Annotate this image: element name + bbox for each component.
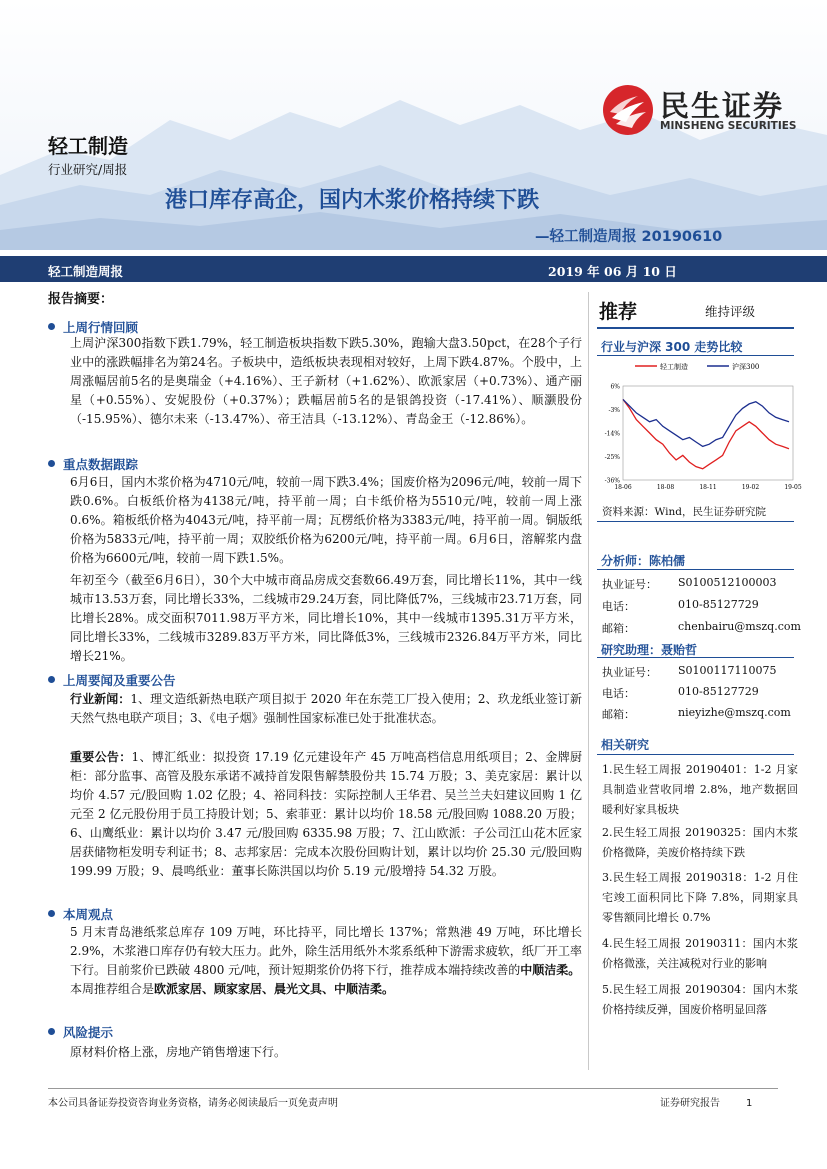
series-line-csi300 <box>623 399 789 446</box>
announcements: 重要公告：1、博汇纸业：拟投资 17.19 亿元建设年产 45 万吨高档信息用纸项目；2、金牌厨柜：部分监事、高管及股东承诺不减持首发限售解禁股份共 15.74 万股；3、美克家居：累计以均价 4.57 元/股回购 1.02 亿股；4、裕同科技：实际控制人王华君、吴兰兰夫妇建议回购 1 亿元至 2 亿元股份用于员工持股计划；5、索菲亚：累计以均价 18.58 元/股回购 1088.20 万股；6、山鹰纸业：累计以均价 3.47 元/股回购 6335.98 万股；7、江山欧派：子公司江山花木匠家居获储物柜发明专利证书；8、志邦家居：完成本次股份回购计划，累计以均价 25.30 元/股回购 199.99 万股；9、晨鸣纸业：董事长陈洪国以均价 5.19 元/股增持 54.32 万股。 <box>70 750 582 878</box>
band-date: 2019 年 06 月 10 日 <box>548 264 677 279</box>
report-subtitle: —轻工制造周报 20190610 <box>535 229 723 245</box>
x-tick-label: 19-05 <box>784 484 802 491</box>
related-item[interactable]: 2.民生轻工周报 20190325：国内木浆价格微降，美废价格持续下跌 <box>602 826 798 859</box>
risk-text: 原材料价格上涨，房地产销售增速下行。 <box>70 1045 287 1059</box>
page-number: 1 <box>746 1098 753 1109</box>
related-item[interactable]: 4.民生轻工周报 20190311：国内木浆价格微涨，关注减税对行业的影响 <box>602 937 798 970</box>
y-tick-label: 6% <box>610 383 620 391</box>
assistant-license-label: 执业证号： <box>602 666 657 679</box>
assistant-title: 研究助理：聂贻哲 <box>601 643 698 657</box>
analyst-license: S0100512100003 <box>678 576 777 589</box>
abstract-label: 报告摘要： <box>48 292 114 307</box>
brand-name-en: MINSHENG SECURITIES <box>660 120 797 132</box>
analyst-phone: 010-85127729 <box>678 598 759 611</box>
assistant-phone: 010-85127729 <box>678 685 759 698</box>
analyst-license-label: 执业证号： <box>602 578 657 591</box>
assistant-phone-label: 电话： <box>602 687 635 700</box>
related-item[interactable]: 1.民生轻工周报 20190401：1-2 月家具制造业营收同增 2.8%，地产数据回暖利好家具板块 <box>602 763 798 816</box>
chart-legend <box>635 362 759 371</box>
y-tick-label: -3% <box>608 407 620 414</box>
chart-title: 行业与沪深 300 走势比较 <box>601 340 743 354</box>
trend-chart <box>597 356 802 496</box>
bullet-icon <box>48 323 55 330</box>
divider <box>597 754 794 755</box>
industry-news: 行业新闻：1、理文造纸新热电联产项目拟于 2020 年在东莞工厂投入使用；2、玖龙纸业签订新天然气热电联产项目；3、《电子烟》强制性国家标准已处于批准状态。 <box>70 692 582 725</box>
section-news: 上周要闻及重要公告 <box>48 671 176 689</box>
assistant-email[interactable]: nieyizhe@mszq.com <box>678 706 791 719</box>
industry-name: 轻工制造 <box>48 134 128 158</box>
band-report-name: 轻工制造周报 <box>48 264 124 279</box>
x-tick-label: 19-02 <box>741 484 760 491</box>
title-band <box>0 256 827 282</box>
divider <box>597 657 794 658</box>
bullet-icon <box>48 460 55 467</box>
y-tick-label: -14% <box>604 430 620 438</box>
rating: 维持评级 <box>705 304 756 319</box>
section-market-review: 上周行情回顾 <box>48 318 138 336</box>
assistant-license: S0100117110075 <box>678 664 777 677</box>
related-item[interactable]: 5.民生轻工周报 20190304：国内木浆价格持续反弹，国废价格明显回落 <box>602 983 798 1016</box>
footer-divider <box>48 1088 778 1089</box>
footer-label: 证券研究报告 1 <box>660 1098 753 1109</box>
legend-label-industry: 轻工制造 <box>660 363 688 371</box>
assistant-email-label: 邮箱： <box>602 708 635 721</box>
market-review-text: 上周沪深300指数下跌1.79%，轻工制造板块指数下跌5.30%，跑输大盘3.50pct，在28个子行业中的涨跌幅排名为第24名。子板块中，造纸板块表现相对较好，上周下跌4.87%。个股中，上周涨幅居前5名的是奥瑞金（+4.16%）、王子新材（+1.62%）、欧派家居（+0.73%）、通产丽星（+0.55%）、安妮股份（+0.37%）；跌幅居前5名的是银鸽投资（-17.41%）、顺灏股份（-15.95%）、德尔未来（-13.47%）、帝王洁具（-13.12%）、青岛金王（-12.86%）。 <box>70 336 582 426</box>
column-divider <box>588 292 589 1070</box>
report-type: 行业研究/周报 <box>48 162 128 177</box>
analyst-title: 分析师：陈柏儒 <box>601 554 686 568</box>
divider <box>597 521 794 522</box>
key-data-text-1: 6月6日，国内木浆价格为4710元/吨，较前一周下跌3.4%；国废价格为2096元/吨，较前一周下跌0.6%。白板纸价格为4138元/吨，持平前一周；白卡纸价格为5510元/吨，较前一周上涨0.6%。箱板纸价格为4043元/吨，持平前一周；瓦楞纸价格为3383元/吨，持平前一周。铜版纸价格为5833元/吨，持平前一周；双胶纸价格为6200元/吨，持平前一周。6月6日，溶解浆内盘价格为6600元/吨，较前一周下跌1.5%。 <box>70 475 582 565</box>
section-key-data: 重点数据跟踪 <box>48 455 138 473</box>
key-data-text-2: 年初至今（截至6月6日），30个大中城市商品房成交套数66.49万套，同比增长11%，其中一线城市13.53万套，同比增长33%，二线城市29.24万套，同比降低7%，三线城市23.71万套，同比增长28%。成交面积7011.98万平方米，同比增长10%，其中一线城市1395.31万平方米，同比增长33%，二线城市3289.83万平方米，同比降低3%，三线城市2326.84万平方米，同比增长21%。 <box>70 573 582 663</box>
featured-stock: 中顺洁柔。 <box>520 963 581 977</box>
report-title: 港口库存高企，国内木浆价格持续下跌 <box>165 188 540 213</box>
chart-source: 资料来源：Wind，民生证券研究院 <box>602 506 766 518</box>
announcements-label: 重要公告： <box>70 750 132 764</box>
brand-logo <box>600 82 800 142</box>
series-line-industry <box>623 399 789 468</box>
bullet-icon <box>48 676 55 683</box>
legend-label-csi300: 沪深300 <box>732 363 760 371</box>
bullet-icon <box>48 1028 55 1035</box>
x-tick-label: 18-06 <box>614 484 632 491</box>
brand-emblem-icon <box>602 84 654 136</box>
section-risk: 风险提示 <box>48 1023 113 1041</box>
recommended-portfolio: 欧派家居、顾家家居、晨光文具、中顺洁柔。 <box>154 982 395 996</box>
related-item[interactable]: 3.民生轻工周报 20190318：1-2 月住宅竣工面积同比下降 7.8%，同期家具零售额同比增长 0.7% <box>602 871 798 924</box>
brand-name-cn: 民生证券 <box>660 89 785 123</box>
analyst-phone-label: 电话： <box>602 600 635 613</box>
industry-news-label: 行业新闻： <box>70 692 131 706</box>
x-tick-label: 18-08 <box>656 484 675 491</box>
y-tick-label: -25% <box>604 454 620 461</box>
related-research-title: 相关研究 <box>601 738 650 752</box>
footer-disclaimer[interactable]: 本公司具备证券投资咨询业务资格，请务必阅读最后一页免责声明 <box>48 1098 338 1109</box>
divider <box>597 327 794 329</box>
analyst-email-label: 邮箱： <box>602 622 635 635</box>
analyst-email[interactable]: chenbairu@mszq.com <box>678 620 801 633</box>
bullet-icon <box>48 910 55 917</box>
divider <box>597 569 794 570</box>
weekly-view-text: 5 月末青岛港纸浆总库存 109 万吨，环比持平，同比增长 137%；常熟港 49 万吨，环比增长 2.9%，木浆港口库存仍有较大压力。此外，除生活用纸外木浆系纸种下游需求疲软，纸厂开工率下行。目前浆价已跌破 4800 元/吨，预计短期浆价仍将下行，推荐成本端持续改善的中顺洁柔。 本周推荐组合是欧派家居、顾家家居、晨光文具、中顺洁柔。 <box>70 925 582 996</box>
recommendation: 推荐 <box>599 301 638 323</box>
x-tick-label: 18-11 <box>699 484 717 491</box>
y-tick-label: -36% <box>604 477 620 485</box>
section-weekly-view: 本周观点 <box>48 905 113 923</box>
